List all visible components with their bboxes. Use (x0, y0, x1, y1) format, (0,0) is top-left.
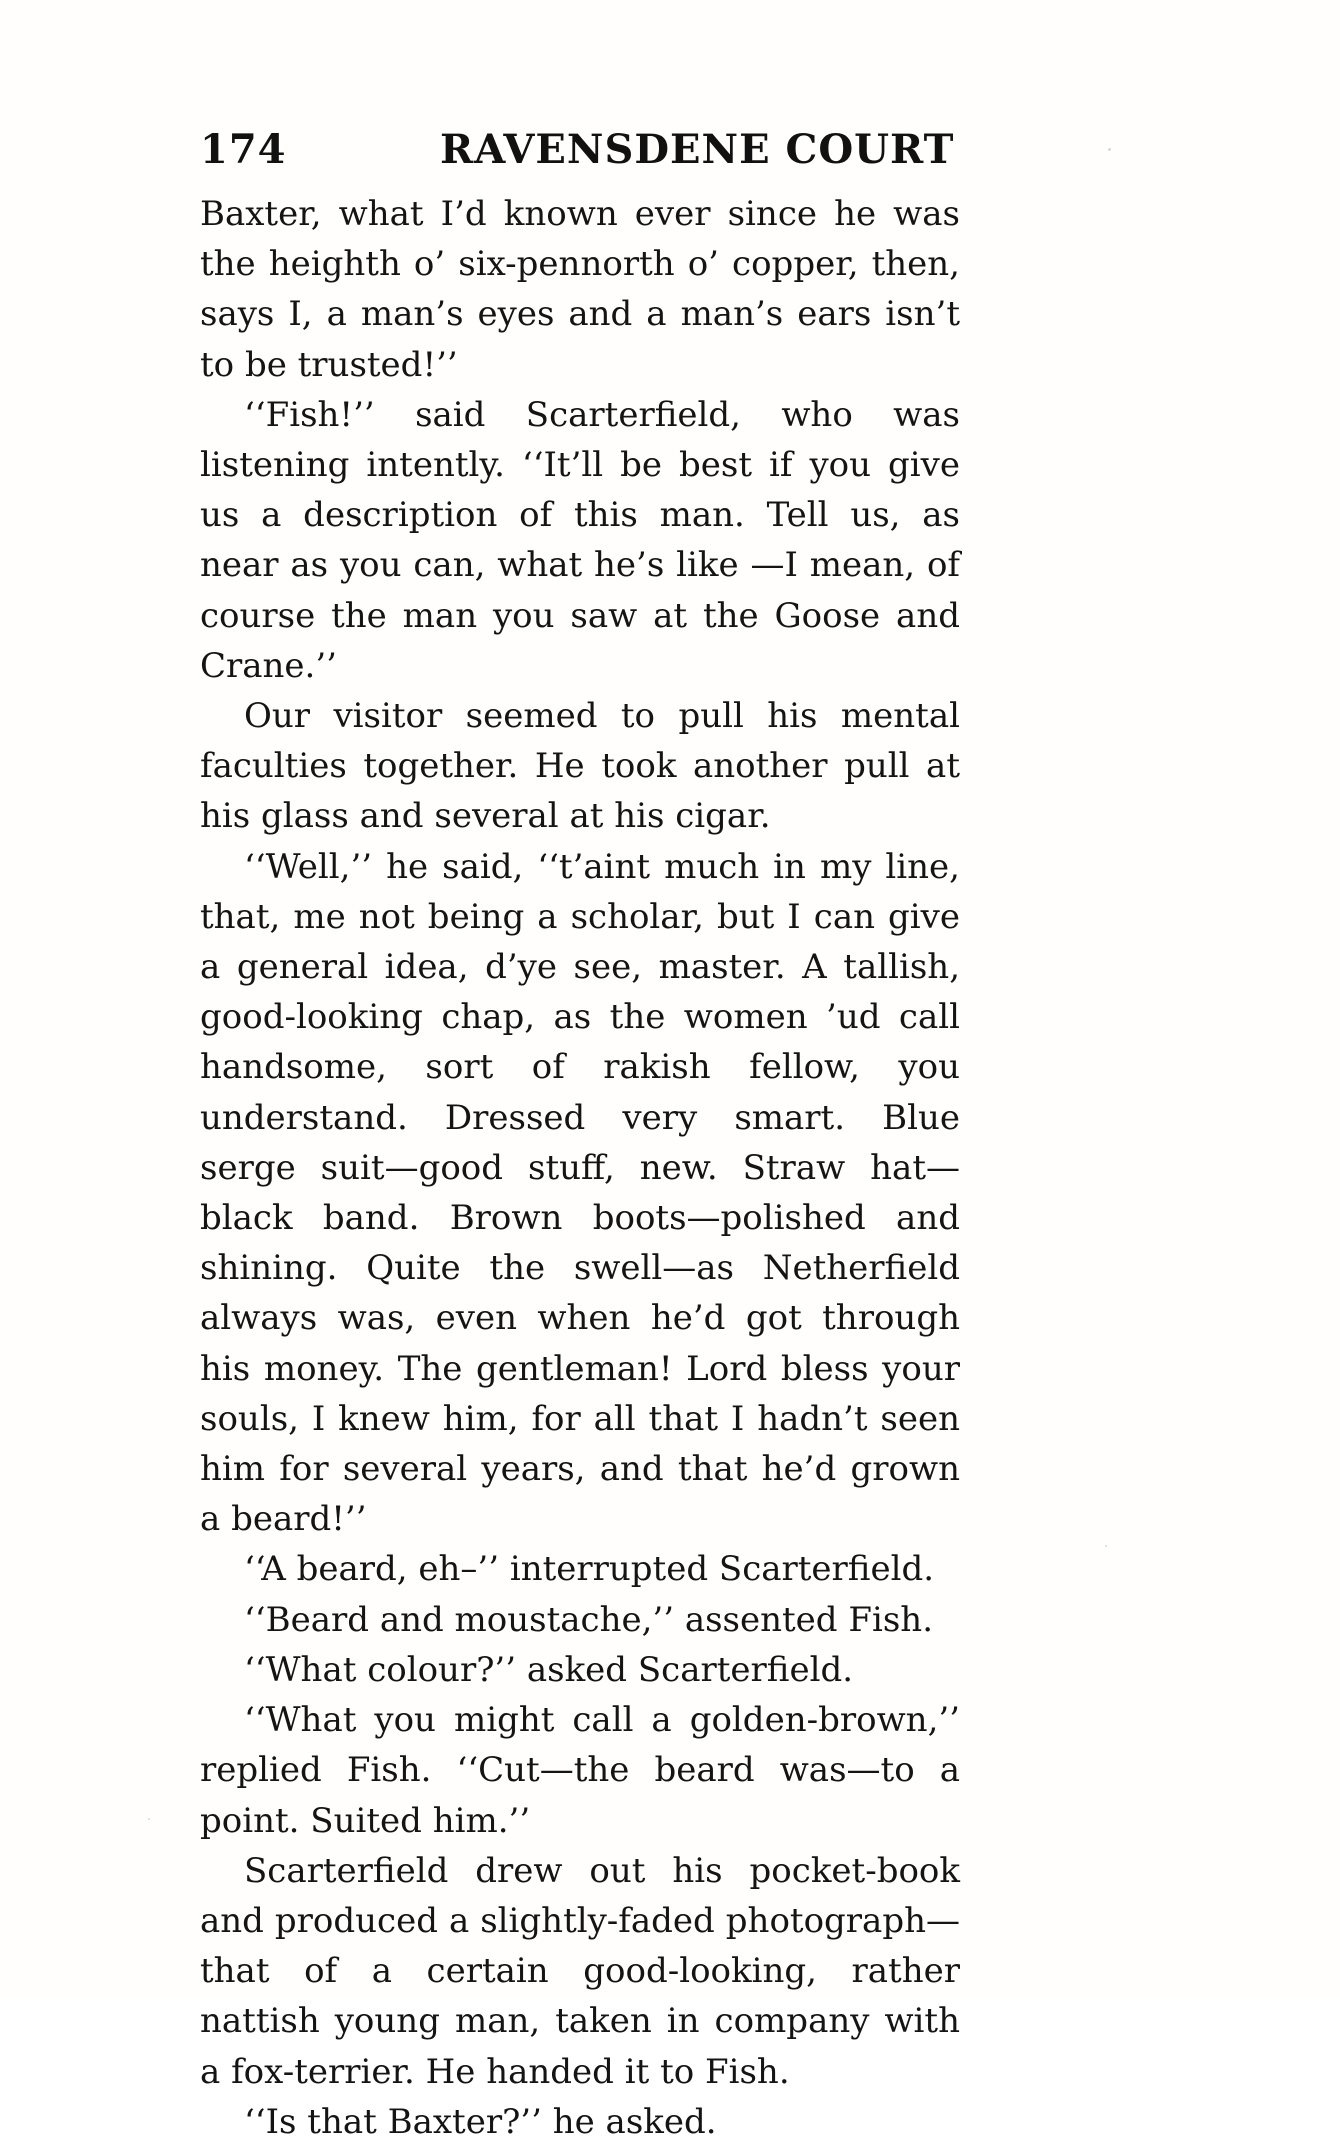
page-header (200, 120, 960, 180)
paragraph: ‘‘A beard, eh–’’ interrupted Scarterfield. (244, 1549, 935, 1590)
paper-speck (148, 1818, 150, 1820)
paragraph: ‘‘Is that Baxter?’’ he asked. (244, 2101, 717, 2142)
page-number: 174 (200, 126, 287, 173)
paragraph: ‘‘Well,’’ he said, ‘‘t’aint much in my line, that, me not being a scholar, but I can give a general idea, d’ye see, master. A tallish, good-looking chap, as the women ’ud call handsome, sort of rakish fellow, you understand. Dressed very smart. Blue serge suit—good stuff, new. Straw hat—black band. Brown boots—polished and shining. Quite the swell—as Netherfield always was, even when he’d got through his money. The gentleman! Lord bless your souls, I knew him, for all that I hadn’t seen him for several years, and that he’d grown a beard!’’ (200, 846, 960, 1540)
paragraph: ‘‘What colour?’’ asked Scarterfield. (244, 1649, 854, 1690)
paragraph: Baxter, what I’d known ever since he was the heighth o’ six-pennorth o’ copper, then, says I, a man’s eyes and a man’s ears isn’t to be trusted!’’ (200, 194, 960, 385)
body-text (200, 189, 960, 2147)
paragraph: ‘‘Beard and moustache,’’ assented Fish. (244, 1599, 933, 1640)
paragraph: ‘‘What you might call a golden-brown,’’ replied Fish. ‘‘Cut—the beard was—to a point. Suited him.’’ (200, 1700, 960, 1841)
paper-speck (1108, 148, 1111, 151)
paper-speck (1105, 1545, 1107, 1547)
paragraph: Our visitor seemed to pull his mental faculties together. He took another pull at his glass and several at his cigar. (200, 696, 960, 837)
running-head: RAVENSDENE COURT (440, 126, 955, 173)
paragraph: Scarterfield drew out his pocket-book and produced a slightly-faded photograph—that of a certain good-looking, rather nattish young man, taken in company with a fox-terrier. He handed it to Fish. (200, 1850, 960, 2092)
paragraph: ‘‘Fish!’’ said Scarterfield, who was listening intently. ‘‘It’ll be best if you give us a description of this man. Tell us, as near as you can, what he’s like —I mean, of course the man you saw at the Goose and Crane.’’ (200, 394, 960, 686)
